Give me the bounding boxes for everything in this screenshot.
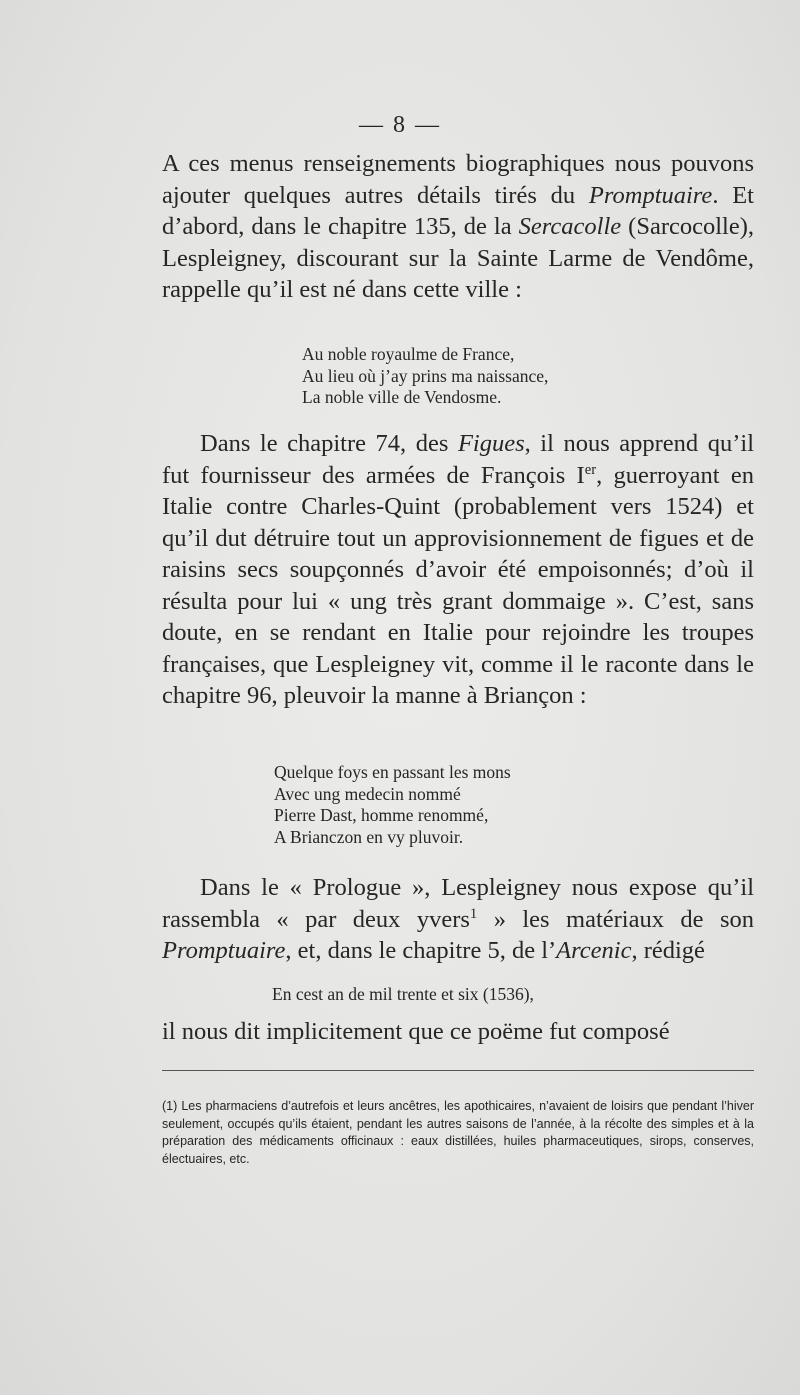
p3-text-4: , rédigé bbox=[631, 937, 705, 964]
page-number: — 8 — bbox=[359, 112, 441, 138]
footnote: (1) Les pharmaciens d’autrefois et leurs ancêtres, les apothicaires, n’avaient de loisirs que pendant l’hiver seulement, occupés qu’ils étaient, pendant les autres saisons de l’année, à la récolte des simples et à la préparation des médicaments officinaux : eaux distillées, huiles pharmaceutiques, sirops, conserves, électuaires, etc. bbox=[162, 1099, 754, 1166]
p3-italic-2: Arcenic bbox=[556, 937, 632, 964]
verse-line: A Brianczon en vy pluvoir. bbox=[274, 826, 464, 847]
p1-italic-2: Sercacolle bbox=[518, 213, 622, 240]
verse-line: Pierre Dast, homme renommé, bbox=[274, 805, 489, 825]
p2-text-2: , il nous apprend qu’il fut fournisseur des armées de François I bbox=[162, 430, 755, 489]
verse-line: Au lieu où j’ay prins ma naissance, bbox=[302, 365, 549, 386]
paragraph-3 bbox=[162, 872, 754, 967]
p3-text-1: Dans le « Prologue », Lespleigney nous expose qu’il rassembla « par deux yvers bbox=[162, 874, 754, 933]
verse-line: La noble ville de Vendosme. bbox=[302, 387, 502, 407]
verse-block-2 bbox=[274, 762, 511, 848]
p1-italic-1: Promptuaire bbox=[588, 181, 713, 209]
paragraph-1 bbox=[162, 148, 754, 306]
p3-text-2: » les matériaux de son bbox=[477, 905, 754, 933]
verse-block-1 bbox=[302, 344, 548, 409]
p2-italic-1: Figues bbox=[457, 430, 525, 457]
verse-line: En cest an de mil trente et six (1536), bbox=[272, 984, 534, 1004]
p1-text-1: A ces menus renseignements biographiques nous pouvons ajouter quelques autres détails tirés du bbox=[162, 150, 754, 209]
paragraph-4: il nous dit implicitement que ce poëme fut composé bbox=[162, 1018, 670, 1045]
p2-text-1: Dans le chapitre 74, des bbox=[200, 430, 458, 457]
p2-text-3: , guerroyant en Italie contre Charles-Quint (probablement vers 1524) et qu’il dut détruire tout un approvisionnement de figues et de raisins secs soupçonnés d’avoir été empoisonnés; d’où il résulta pour lui « ung très grant dommaige ». C’est, sans doute, en se rendant en Italie pour rejoindre les troupes françaises, que Lespleigney vit, comme il le raconte dans le chapitre 96, pleuvoir la manne à Briançon : bbox=[162, 461, 754, 709]
p1-text-2: . Et d’abord, dans le chapitre 135, de la bbox=[162, 181, 754, 240]
p3-text-3: , et, dans le chapitre 5, de l’ bbox=[285, 937, 557, 964]
verse-line: Quelque foys en passant les mons bbox=[274, 762, 511, 782]
footnote-divider bbox=[162, 1070, 754, 1071]
p2-superscript: er bbox=[584, 461, 597, 478]
footnote-ref: 1 bbox=[469, 905, 478, 922]
paragraph-2 bbox=[162, 428, 754, 712]
verse-line: Avec ung medecin nommé bbox=[274, 783, 461, 804]
p1-text-3: (Sarcocolle), Lespleigney, discourant sur la Sainte Larme de Vendôme, rappelle qu’il est né dans cette ville : bbox=[162, 213, 754, 303]
verse-line: Au noble royaulme de France, bbox=[302, 344, 515, 364]
p3-italic-1: Promptuaire bbox=[162, 937, 286, 964]
verse-block-3 bbox=[272, 984, 534, 1006]
